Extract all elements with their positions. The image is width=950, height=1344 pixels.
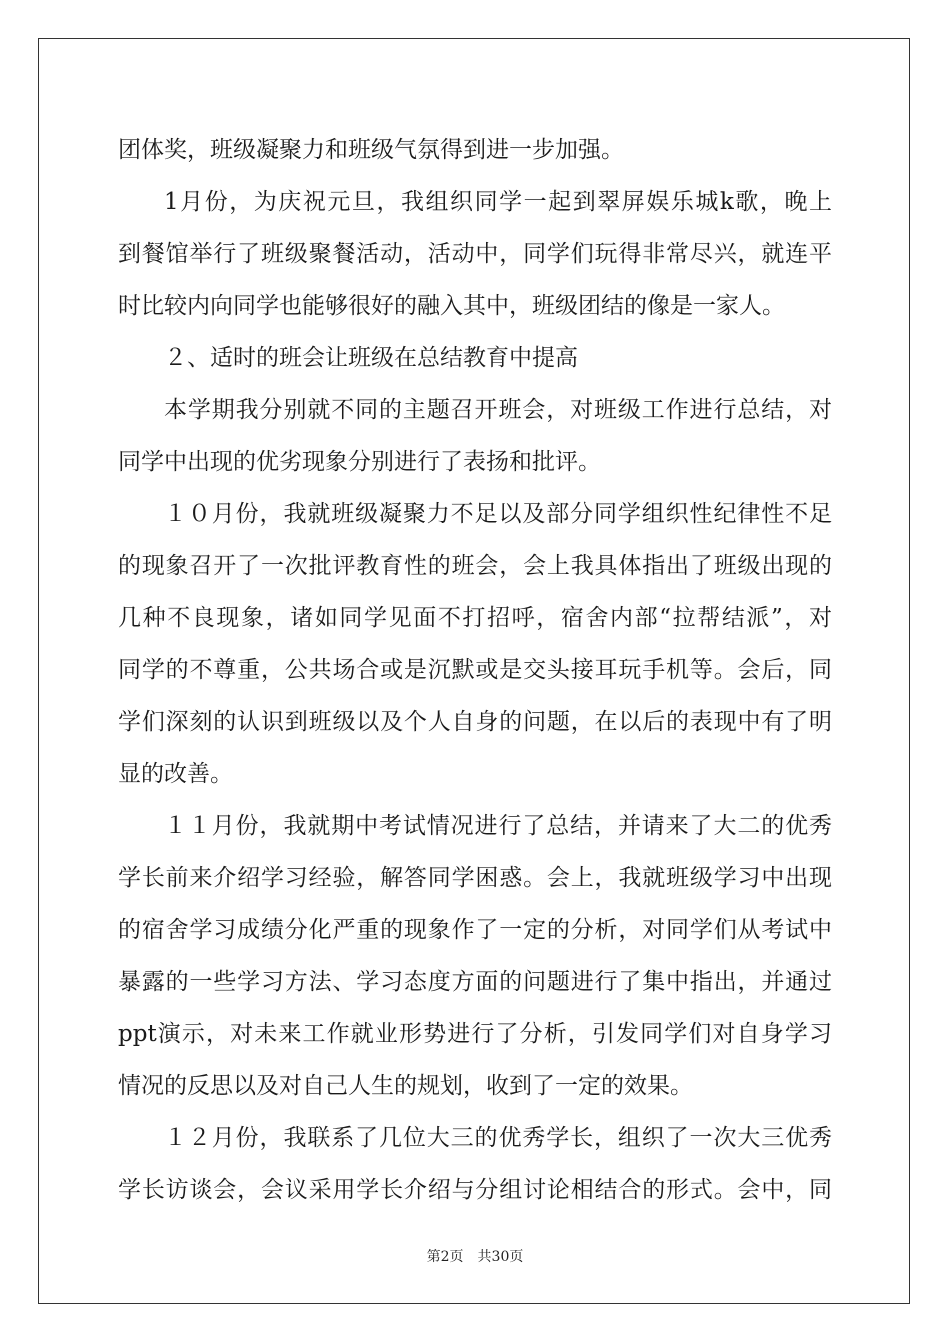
text-line: 情况的反思以及对自己人生的规划，收到了一定的效果。 <box>118 1073 693 1099</box>
text-line: 同学中出现的优劣现象分别进行了表扬和批评。 <box>118 449 601 475</box>
text-line: 的现象召开了一次批评教育性的班会，会上我具体指出了班级出现的 <box>118 553 832 579</box>
page-footer <box>0 1246 950 1266</box>
text-line: 时比较内向同学也能够很好的融入其中，班级团结的像是一家人。 <box>118 293 785 319</box>
text-line: 显的改善。 <box>118 761 233 787</box>
text-line: 学长前来介绍学习经验，解答同学困惑。会上，我就班级学习中出现 <box>118 865 832 891</box>
text-line: 学长访谈会，会议采用学长介绍与分组讨论相结合的形式。会中，同 <box>118 1177 832 1203</box>
section-heading: ２、适时的班会让班级在总结教育中提高 <box>164 345 578 371</box>
text-line: １２月份，我联系了几位大三的优秀学长，组织了一次大三优秀 <box>164 1125 832 1151</box>
text-line: 几种不良现象，诸如同学见面不打招呼，宿舍内部“拉帮结派”，对 <box>118 605 832 631</box>
page-total: 共30页 <box>477 1249 524 1265</box>
text-line: 1月份，为庆祝元旦，我组织同学一起到翠屏娱乐城k歌，晚上 <box>164 189 832 215</box>
text-line: 暴露的一些学习方法、学习态度方面的问题进行了集中指出，并通过 <box>118 969 832 995</box>
text-line: 团体奖，班级凝聚力和班级气氛得到进一步加强。 <box>118 137 624 163</box>
text-line: 同学的不尊重，公共场合或是沉默或是交头接耳玩手机等。会后，同 <box>118 657 832 683</box>
text-line: 学们深刻的认识到班级以及个人自身的问题，在以后的表现中有了明 <box>118 709 832 735</box>
text-line: 的宿舍学习成绩分化严重的现象作了一定的分析，对同学们从考试中 <box>118 917 832 943</box>
text-line: １０月份，我就班级凝聚力不足以及部分同学组织性纪律性不足 <box>164 501 832 527</box>
text-line: 本学期我分别就不同的主题召开班会，对班级工作进行总结，对 <box>164 397 832 423</box>
document-body <box>118 124 832 1216</box>
page-number: 第2页 <box>426 1249 464 1265</box>
text-line: １１月份，我就期中考试情况进行了总结，并请来了大二的优秀 <box>164 813 832 839</box>
text-line: 到餐馆举行了班级聚餐活动，活动中，同学们玩得非常尽兴，就连平 <box>118 241 832 267</box>
text-line: ppt演示，对未来工作就业形势进行了分析，引发同学们对自身学习 <box>118 1021 832 1047</box>
